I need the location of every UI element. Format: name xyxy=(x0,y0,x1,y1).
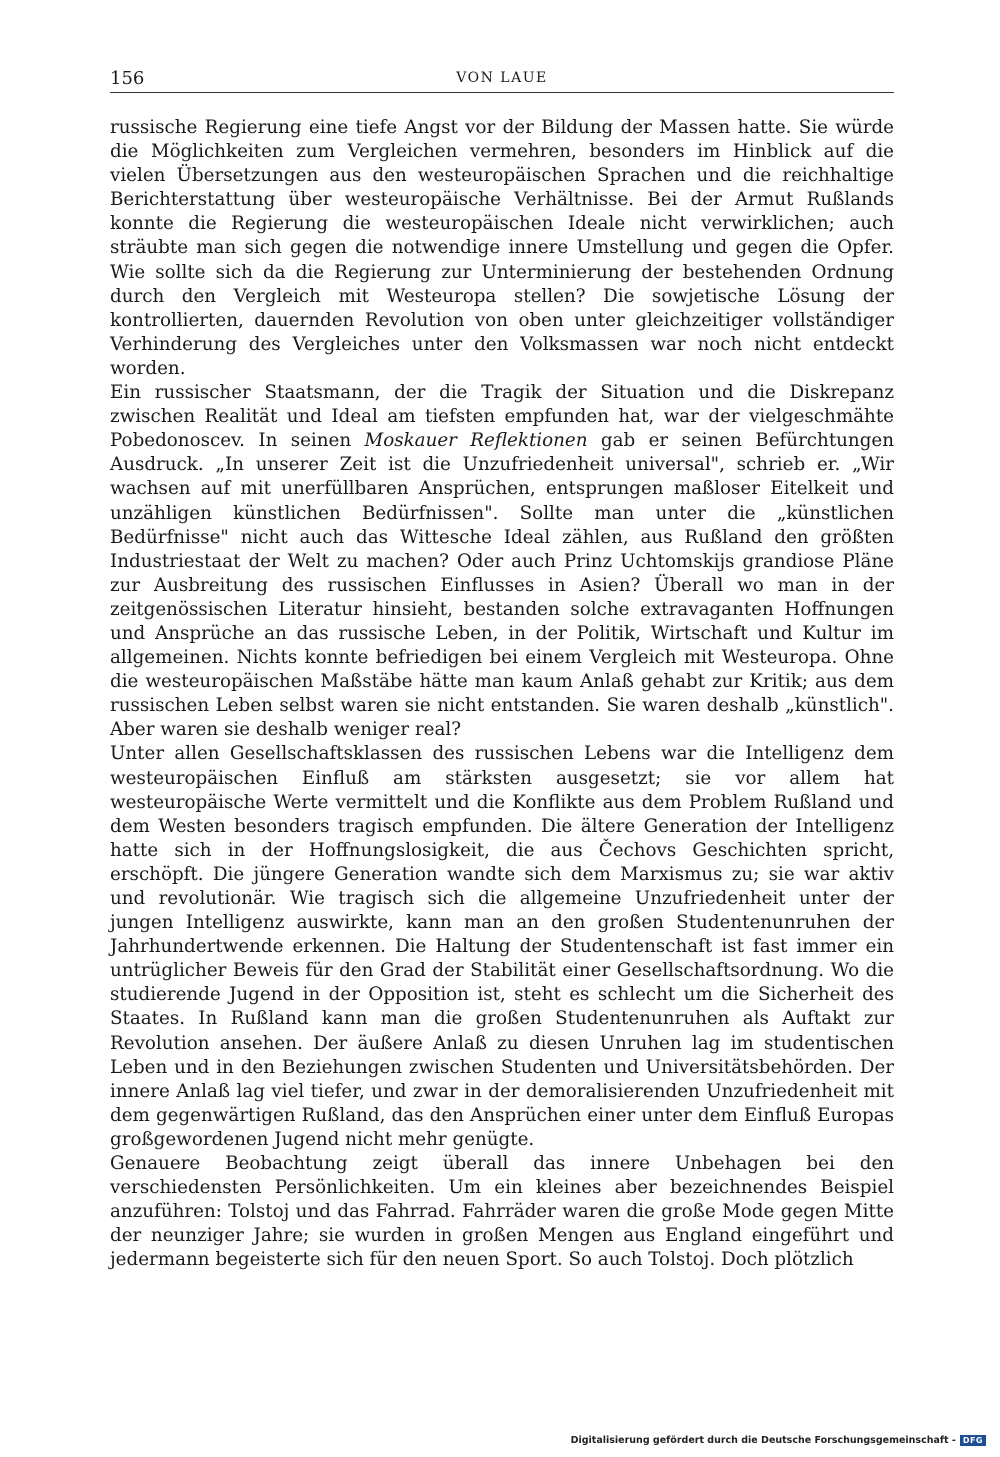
paragraph-text: Ein russischer Staatsmann, der die Tragik der Situation und die Diskrepanz zwischen Realität und Ideal am tiefsten empfunden hat, war der vielgeschmähte Pobedonoscev. In seinen xyxy=(110,382,894,452)
paragraph-1 xyxy=(110,116,894,381)
paragraph-text: russische Regierung eine tiefe Angst vor der Bildung der Massen hatte. Sie würde die Möglichkeiten zum Vergleichen vermehren, besonders im Hinblick auf die vielen Übersetzungen aus den westeuropäischen Sprachen und die reichhaltige Berichterstattung über westeuropäische Verhältnisse. Bei der Armut Rußlands konnte die Regierung die westeuropäischen Ideale nicht verwirklichen; auch sträubte man sich gegen die notwendige innere Umstellung und gegen die Opfer. Wie sollte sich da die Regierung zur Unterminierung der bestehenden Ordnung durch den Vergleich mit Westeuropa stellen? Die sowjetische Lösung der kontrollierten, dauernden Revolution von oben unter gleichzeitiger vollständiger Verhinderung des Vergleiches unter den Volksmassen war noch nicht entdeckt worden. xyxy=(110,117,894,379)
paragraph-text: Genauere Beobachtung zeigt überall das innere Unbehagen bei den verschiedensten Persönlichkeiten. Um ein kleines aber bezeichnendes Beispiel anzuführen: Tolstoj und das Fahrrad. Fahrräder waren die große Mode gegen Mitte der neunziger Jahre; sie wurden in großen Mengen aus England eingeführt und jedermann begeisterte sich für den neuen Sport. So auch Tolstoj. Doch plötzlich xyxy=(110,1153,894,1271)
footer-credit: Digitalisierung gefördert durch die Deutsche Forschungsgemeinschaft - xyxy=(570,1435,956,1446)
paragraph-3 xyxy=(110,742,894,1152)
page-header xyxy=(110,66,894,93)
paragraph-4 xyxy=(110,1152,894,1272)
book-title: Moskauer Reflektionen xyxy=(364,430,588,452)
running-head: VON LAUE xyxy=(456,70,548,86)
dfg-logo: DFG xyxy=(960,1435,986,1446)
paragraph-text: Unter allen Gesellschaftsklassen des russischen Lebens war die Intelligenz dem westeuropäischen Einfluß am stärksten ausgesetzt; sie vor allem hat westeuropäische Werte vermittelt und die Konflikte aus dem Problem Rußland und dem Westen besonders tragisch empfunden. Die ältere Generation der Intelligenz hatte sich in der Hoffnungslosigkeit, die aus Čechovs Geschichten spricht, erschöpft. Die jüngere Generation wandte sich dem Marxismus zu; sie war aktiv und revolutionär. Wie tragisch sich die allgemeine Unzufriedenheit unter der jungen Intelligenz auswirkte, kann man an den großen Studentenunruhen der Jahrhundertwende erkennen. Die Haltung der Studentenschaft ist fast immer ein untrüglicher Beweis für den Grad der Stabilität einer Gesellschaftsordnung. Wo die studierende Jugend in der Opposition ist, steht es schlecht um die Sicherheit des Staates. In Rußland kann man die großen Studentenunruhen als Auftakt zur Revolution ansehen. Der äußere Anlaß zu diesen Unruhen lag im studentischen Leben und in den Beziehungen zwischen Studenten und Universitätsbehörden. Der innere Anlaß lag viel tiefer, und zwar in der demoralisierenden Unzufriedenheit mit dem gegenwärtigen Rußland, das den Ansprüchen einer unter dem Einfluß Europas großgewordenen Jugend nicht mehr genügte. xyxy=(110,743,894,1150)
paragraph-2 xyxy=(110,381,894,742)
paragraph-text: gab er seinen Befürchtungen Ausdruck. „In unserer Zeit ist die Unzufriedenheit universal", schrieb er. „Wir wachsen auf mit unerfüllbaren Ansprüchen, entsprungen maßloser Eitelkeit und unzähligen künstlichen Bedürfnissen". Sollte man unter die „künstlichen Bedürfnisse" nicht auch das Wittesche Ideal zählen, aus Rußland den größten Industriestaat der Welt zu machen? Oder auch Prinz Uchtomskijs grandiose Pläne zur Ausbreitung des russischen Einflusses in Asien? Überall wo man in der zeitgenössischen Literatur hinsieht, bestanden solche extravaganten Hoffnungen und Ansprüche an das russische Leben, in der Politik, Wirtschaft und Kultur im allgemeinen. Nichts konnte befriedigen bei einem Vergleich mit Westeuropa. Ohne die westeuropäischen Maßstäbe hätte man kaum Anlaß gehabt zur Kritik; aus dem russischen Leben selbst waren sie nicht entstanden. Sie waren deshalb „künstlich". Aber waren sie deshalb weniger real? xyxy=(110,430,895,741)
page-number: 156 xyxy=(110,68,145,89)
body-text xyxy=(110,116,894,1273)
digitization-footer xyxy=(571,1435,986,1446)
